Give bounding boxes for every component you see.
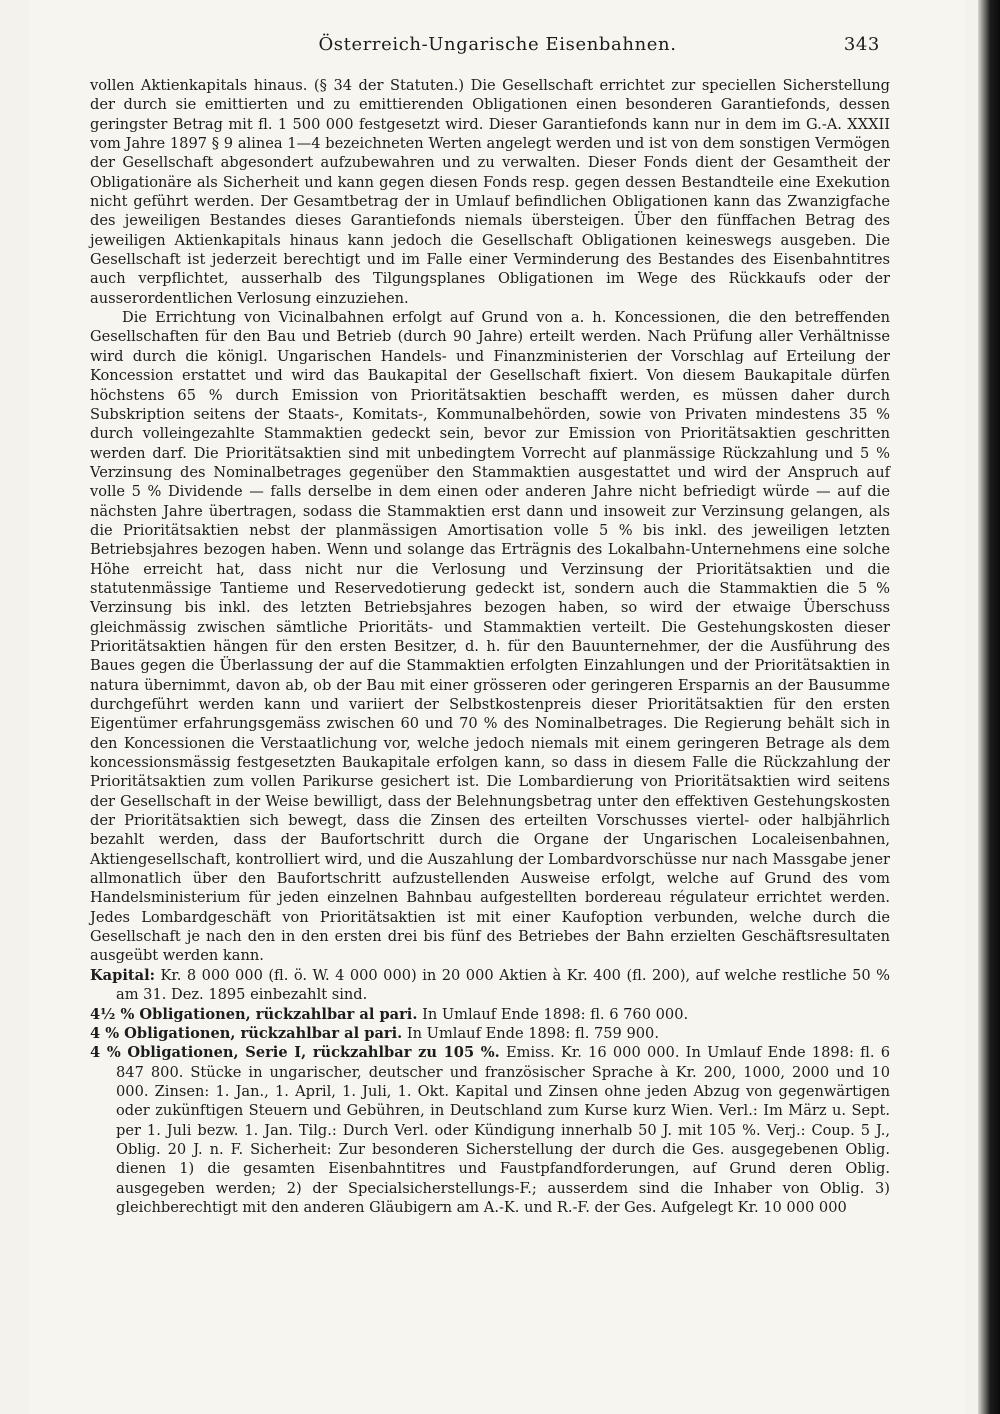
entry-label: 4 % Obligationen, Serie I, rückzahlbar zu 105 %. <box>90 1044 500 1062</box>
entry-obligations-series-1 <box>90 1043 890 1217</box>
entry-text: In Umlauf Ende 1898: fl. 759 900. <box>406 1024 659 1042</box>
entry-capital <box>90 966 890 1005</box>
paragraph-vicinal-railways: Die Errichtung von Vicinalbahnen erfolgt auf Grund von a. h. Koncessionen, die den betreffenden Gesellschaften für den Bau und Betrieb (durch 90 Jahre) erteilt werden. Nach Prüfung aller Verhältnisse wird durch die königl. Ungarischen Handels- und Finanzministerien der Vorschlag auf Erteilung der Koncession erstattet und wird das Baukapital der Gesellschaft fixiert. Von diesem Baukapitale dürfen höchstens 65 % durch Emission von Prioritätsaktien beschafft werden, es müssen daher durch Subskription seitens der Staats-, Komitats-, Kommunalbehörden, sowie von Privaten mindestens 35 % durch volleingezahlte Stammaktien gedeckt sein, bevor zur Emission von Prioritätsaktien geschritten werden darf. Die Prioritätsaktien sind mit unbedingtem Vorrecht auf planmässige Rückzahlung und 5 % Verzinsung des Nominalbetrages gegenüber den Stammaktien ausgestattet und wird der Anspruch auf volle 5 % Dividende — falls derselbe in dem einen oder anderen Jahre nicht befriedigt würde — auf die nächsten Jahre übertragen, sodass die Stammaktien erst dann und insoweit zur Verzinsung gelangen, als die Prioritätsaktien nebst der planmässigen Amortisation volle 5 % bis inkl. des jeweiligen letzten Betriebsjahres bezogen haben. Wenn und solange das Erträgnis des Lokalbahn-Unternehmens eine solche Höhe erreicht hat, dass nicht nur die Verlosung und Verzinsung der Prioritätsaktien und die statutenmässige Tantieme und Reservedotierung gedeckt ist, sondern auch die Stammaktien die 5 % Verzinsung bis inkl. des letzten Betriebsjahres bezogen haben, so wird der etwaige Überschuss gleichmässig zwischen sämtliche Prioritäts- und Stammaktien verteilt. Die Gestehungskosten dieser Prioritätsaktien hängen für den ersten Besitzer, d. h. für den Bauunternehmer, der die Ausführung des Baues gegen die Überlassung der auf die Stammaktien erfolgten Einzahlungen und der Prioritätsaktien in natura übernimmt, davon ab, ob der Bau mit einer grösseren oder geringeren Ersparnis an der Bausumme durchgeführt werden kann und variiert der Selbstkostenpreis dieser Prioritätsaktien für den ersten Eigentümer erfahrungsgemäss zwischen 60 und 70 % des Nominalbetrages. Die Regierung behält sich in den Koncessionen die Verstaatlichung vor, welche jedoch niemals mit einem geringeren Betrage als dem koncessionsmässig festgesetzten Baukapitale erfolgen kann, so dass in diesem Falle die Rückzahlung der Prioritätsaktien zum vollen Parikurse gesichert ist. Die Lombardierung von Prioritätsaktien wird seitens der Gesellschaft in der Weise bewilligt, dass der Belehnungsbetrag unter den effektiven Gestehungskosten der Prioritätsaktien sich bewegt, dass die Zinsen des erteilten Vorschusses viertel- oder halbjährlich bezahlt werden, dass der Baufortschritt durch die Organe der Ungarischen Localeisenbahnen, Aktiengesellschaft, kontrolliert wird, und die Auszahlung der Lombardvorschüsse nur nach Massgabe jener allmonatlich über den Baufortschritt aufzustellenden Ausweise erfolgt, welche auf Grund des vom Handelsministerium für jeden einzelnen Bahnbau aufgestellten bordereau régulateur errichtet werden. Jedes Lombardgeschäft von Prioritätsaktien ist mit einer Kaufoption verbunden, welche durch die Gesellschaft je nach den in den ersten drei bis fünf des Betriebes der Bahn erzielten Geschäftsresultaten ausgeübt werden kann. <box>90 309 890 965</box>
entry-label: Kapital: <box>90 966 156 984</box>
entry-obligations-4 <box>90 1024 890 1043</box>
running-header <box>30 34 965 56</box>
page-title: Österreich-Ungarische Eisenbahnen. <box>318 34 677 55</box>
body-text <box>90 76 890 1217</box>
entry-obligations-4-5 <box>90 1005 890 1024</box>
page-number: 343 <box>843 34 880 55</box>
entry-text: In Umlauf Ende 1898: fl. 6 760 000. <box>422 1005 689 1023</box>
entry-label: 4½ % Obligationen, rückzahlbar al pari. <box>90 1005 418 1023</box>
paragraph-guarantee-fund: vollen Aktienkapitals hinaus. (§ 34 der Statuten.) Die Gesellschaft errichtet zur speciellen Sicherstellung der durch sie emittierten und zu emittierenden Obligationen einen besonderen Garantiefonds, dessen geringster Betrag mit fl. 1 500 000 festgesetzt wird. Dieser Garantiefonds kann nur in dem im G.-A. XXXII vom Jahre 1897 § 9 alinea 1—4 bezeichneten Werten angelegt werden und ist von dem sonstigen Vermögen der Gesellschaft abgesondert aufzubewahren und zu verwalten. Dieser Fonds dient der Gesamtheit der Obligationäre als Sicherheit und kann gegen diesen Fonds resp. gegen dessen Bestandteile eine Exekution nicht geführt werden. Der Gesamtbetrag der in Umlauf befindlichen Obligationen kann das Zwanzigfache des jeweiligen Bestandes dieses Garantiefonds niemals übersteigen. Über den fünffachen Betrag des jeweiligen Aktienkapitals hinaus kann jedoch die Gesellschaft Obligationen keineswegs ausgeben. Die Gesellschaft ist jederzeit berechtigt und im Falle einer Verminderung des Bestandes des Eisenbahntitres auch verpflichtet, ausserhalb des Tilgungsplanes Obligationen im Wege des Rückkaufs oder der ausserordentlichen Verlosung einzuziehen. <box>90 77 890 307</box>
book-page <box>30 0 965 1414</box>
entry-text: Kr. 8 000 000 (fl. ö. W. 4 000 000) in 20 000 Aktien à Kr. 400 (fl. 200), auf welche restliche 50 % am 31. Dez. 1895 einbezahlt sind. <box>116 966 891 1004</box>
entry-text: Emiss. Kr. 16 000 000. In Umlauf Ende 1898: fl. 6 847 800. Stücke in ungarischer, deutscher und französischer Sprache à Kr. 200, 1000, 2000 und 10 000. Zinsen: 1. Jan., 1. April, 1. Juli, 1. Okt. Kapital und Zinsen ohne jeden Abzug von gegenwärtigen oder zukünftigen Steuern und Gebühren, in Deutschland zum Kurse kurz Wien. Verl.: Im März u. Sept. per 1. Juli bezw. 1. Jan. Tilg.: Durch Verl. oder Kündigung innerhalb 50 J. mit 105 %. Verj.: Coup. 5 J., Oblig. 20 J. n. F. Sicherheit: Zur besonderen Sicherstellung der durch die Ges. ausgegebenen Oblig. dienen 1) die gesamten Eisenbahntitres und Faustpfandforderungen, auf Grund deren Oblig. ausgegeben werden; 2) der Specialsicherstellungs-F.; ausserdem sind die Inhaber von Oblig. 3) gleichberechtigt mit den anderen Gläubigern am A.-K. und R.-F. der Ges. Aufgelegt Kr. 10 000 000 <box>116 1044 891 1216</box>
book-spine-shadow <box>978 0 1000 1414</box>
entry-label: 4 % Obligationen, rückzahlbar al pari. <box>90 1024 403 1042</box>
